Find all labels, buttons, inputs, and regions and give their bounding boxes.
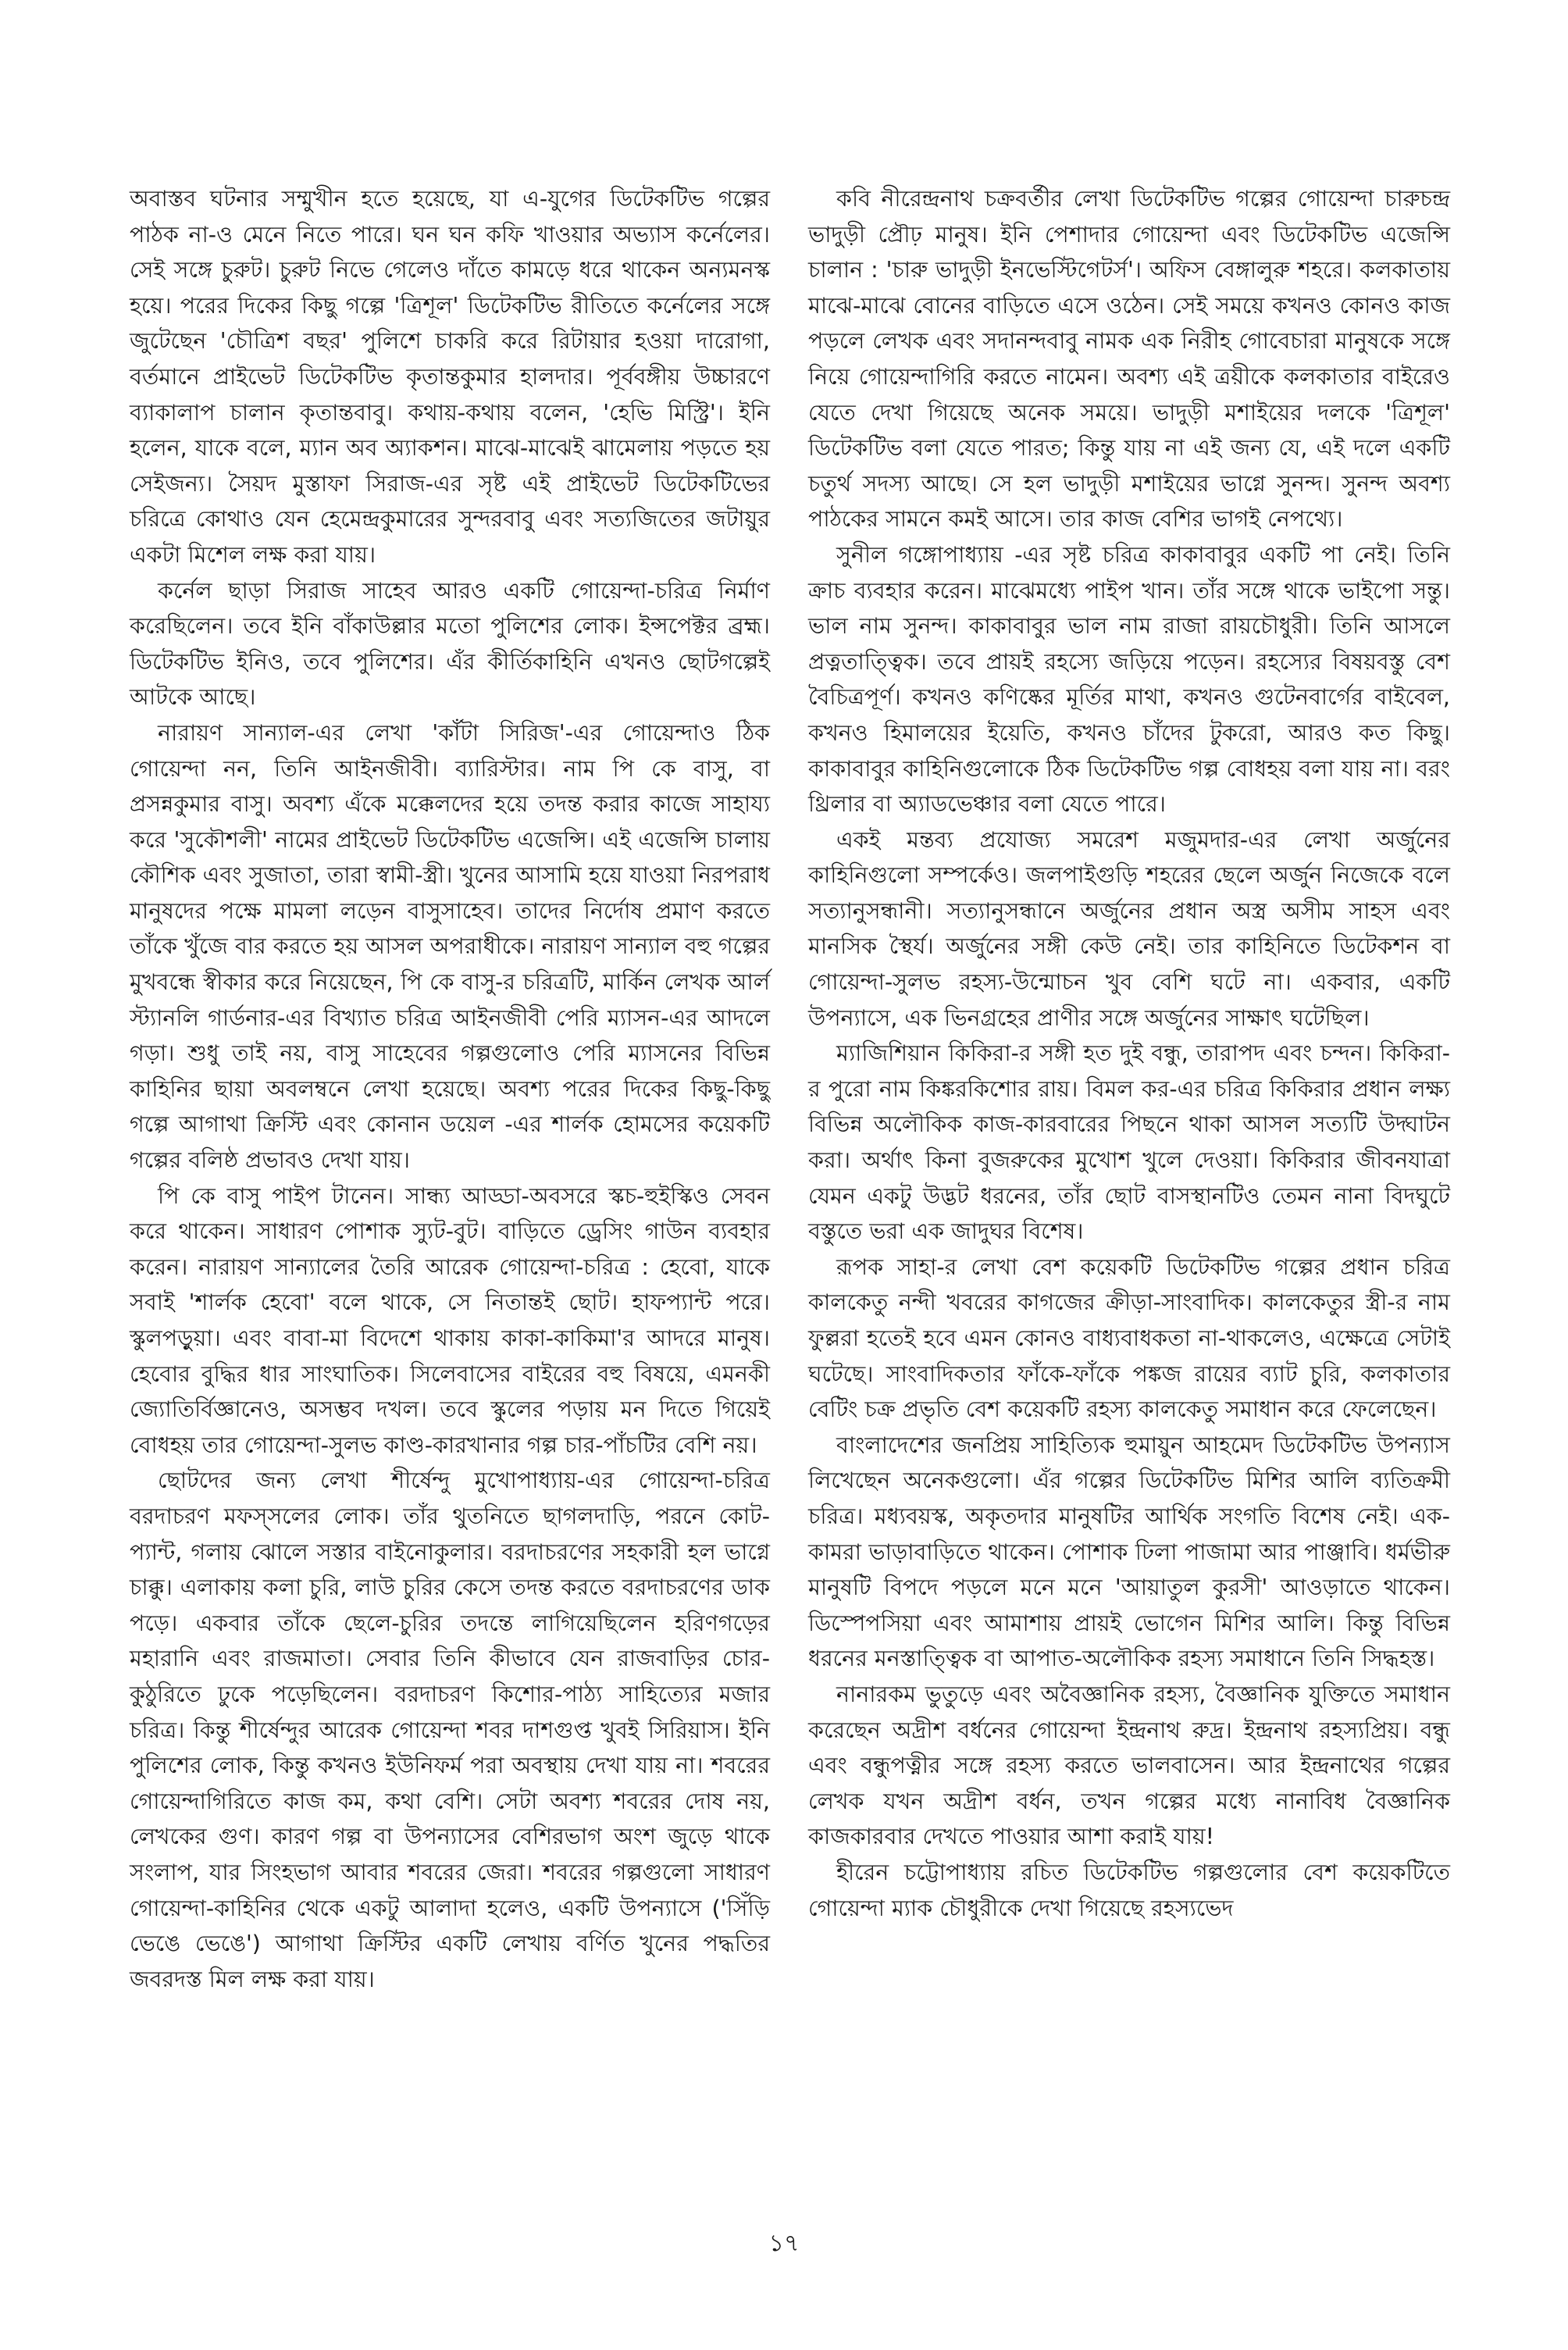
paragraph: হীরেন চট্টোপাধ্যায় রচিত ডিটেকটিভ গল্পগুলোর বেশ কয়েকটিতে গোয়েন্দা ম্যাক চৌধুরীকে দেখা গিয়েছে রহস্যভেদ [808,1859,1450,1921]
paragraph: ম্যাজিশিয়ান কিকিরা-র সঙ্গী হত দুই বন্ধু, তারাপদ এবং চন্দন। কিকিরা-র পুরো নাম কিঙ্করকিশোর রায়। বিমল কর-এর চরিত্র কিকিরার প্রধান লক্ষ্য বিভিন্ন অলৌকিক কাজ-কারবারের পিছনে থাকা আসল সত্যটি উদ্ঘাটন করা। অর্থাৎ কিনা বুজরুকের মুখোশ খুলে দেওয়া। কিকিরার জীবনযাত্রা যেমন একটু উদ্ভট ধরনের, তাঁর ছোট বাসস্থানটিও তেমন নানা বিদঘুটে বস্তুতে ভরা এক জাদুঘর বিশেষ। [808,1040,1450,1245]
paragraph: একই মন্তব্য প্রযোজ্য সমরেশ মজুমদার-এর লেখা অর্জুনের কাহিনিগুলো সম্পর্কেও। জলপাইগুড়ি শহরের ছেলে অর্জুন নিজেকে বলে সত্যানুসন্ধানী। সত্যানুসন্ধানে অর্জুনের প্রধান অস্ত্র অসীম সাহস এবং মানসিক স্থৈর্য। অর্জুনের সঙ্গী কেউ নেই। তার কাহিনিতে ডিটেকশন বা গোয়েন্দা-সুলভ রহস্য-উন্মোচন খুব বেশি ঘটে না। একবার, একটি উপন্যাসে, এক ভিনগ্রহের প্রাণীর সঙ্গে অর্জুনের সাক্ষাৎ ঘটেছিল। [808,826,1450,1031]
right-column [808,181,1450,1926]
paragraph: কবি নীরেন্দ্রনাথ চক্রবর্তীর লেখা ডিটেকটিভ গল্পের গোয়েন্দা চারুচন্দ্র ভাদুড়ী প্রৌঢ় মানুষ। ইনি পেশাদার গোয়েন্দা এবং ডিটেকটিভ এজেন্সি চালান : 'চারু ভাদুড়ী ইনভেস্টিগেটর্স'। অফিস বেঙ্গালুরু শহরে। কলকাতায় মাঝে-মাঝে বোনের বাড়িতে এসে ওঠেন। সেই সময়ে কখনও কোনও কাজ পড়লে লেখক এবং সদানন্দবাবু নামক এক নিরীহ গোবেচারা মানুষকে সঙ্গে নিয়ে গোয়েন্দাগিরি করতে নামেন। অবশ্য এই ত্রয়ীকে কলকাতার বাইরেও যেতে দেখা গিয়েছে অনেক সময়ে। ভাদুড়ী মশাইয়ের দলকে 'ত্রিশূল' ডিটেকটিভ বলা যেতে পারত; কিন্তু যায় না এই জন্য যে, এই দলে একটি চতুর্থ সদস্য আছে। সে হল ভাদুড়ী মশাইয়ের ভাগ্নে সুনন্দ। সুনন্দ অবশ্য পাঠকের সামনে কমই আসে। তার কাজ বেশির ভাগই নেপথ্যে। [808,186,1450,533]
paragraph: কর্নেল ছাড়া সিরাজ সাহেব আরও একটি গোয়েন্দা-চরিত্র নির্মাণ করেছিলেন। তবে ইনি বাঁকাউল্লার মতো পুলিশের লোক। ইন্সপেক্টর ব্রহ্ম। ডিটেকটিভ ইনিও, তবে পুলিশের। এঁর কীর্তিকাহিনি এখনও ছোটগল্পেই আটকে আছে। [130,577,770,711]
paragraph: নানারকম ভুতুড়ে এবং অবৈজ্ঞানিক রহস্য, বৈজ্ঞানিক যুক্তিতে সমাধান করেছেন অদ্রীশ বর্ধনের গোয়েন্দা ইন্দ্রনাথ রুদ্র। ইন্দ্রনাথ রহস্যপ্রিয়। বন্ধু এবং বন্ধুপত্নীর সঙ্গে রহস্য করতে ভালবাসেন। আর ইন্দ্রনাথের গল্পের লেখক যখন অদ্রীশ বর্ধন, তখন গল্পের মধ্যে নানাবিধ বৈজ্ঞানিক কাজকারবার দেখতে পাওয়ার আশা করাই যায়! [808,1681,1450,1850]
left-column [130,181,770,1997]
paragraph: অবাস্তব ঘটনার সম্মুখীন হতে হয়েছে, যা এ-যুগের ডিটেকটিভ গল্পের পাঠক না-ও মেনে নিতে পারে। ঘন ঘন কফি খাওয়ার অভ্যাস কর্নেলের। সেই সঙ্গে চুরুট। চুরুট নিভে গেলেও দাঁতে কামড়ে ধরে থাকেন অন্যমনস্ক হয়ে। পরের দিকের কিছু গল্পে 'ত্রিশূল' ডিটেকটিভ রীতিতে কর্নেলের সঙ্গে জুটেছেন 'চৌত্রিশ বছর' পুলিশে চাকরি করে রিটায়ার হওয়া দারোগা, বর্তমানে প্রাইভেট ডিটেকটিভ কৃতান্তকুমার হালদার। পূর্ববঙ্গীয় উচ্চারণে ব্যাকালাপ চালান কৃতান্তবাবু। কথায়-কথায় বলেন, 'হেভি মিস্ট্রি'। ইনি হলেন, যাকে বলে, ম্যান অব অ্যাকশন। মাঝে-মাঝেই ঝামেলায় পড়তে হয় সেইজন্য। সৈয়দ মুস্তাফা সিরাজ-এর সৃষ্ট এই প্রাইভেট ডিটেকটিভের চরিত্রে কোথাও যেন হেমেন্দ্রকুমারের সুন্দরবাবু এবং সত্যজিতের জটায়ুর একটা মিশেল লক্ষ করা যায়। [130,186,770,568]
page-number: ১৭ [768,2230,800,2257]
paragraph: ছোটদের জন্য লেখা শীর্ষেন্দু মুখোপাধ্যায়-এর গোয়েন্দা-চরিত্র বরদাচরণ মফস্সলের লোক। তাঁর থুতনিতে ছাগলদাড়ি, পরনে কোট-প্যান্ট, গলায় ঝোলে সস্তার বাইনোকুলার। বরদাচরণের সহকারী হল ভাগ্নে চাক্কু। এলাকায় কলা চুরি, লাউ চুরির কেসে তদন্ত করতে বরদাচরণের ডাক পড়ে। একবার তাঁকে ছেলে-চুরির তদন্তে লাগিয়েছিলেন হরিণগড়ের মহারানি এবং রাজমাতা। সেবার তিনি কীভাবে যেন রাজবাড়ির চোর-কুঠুরিতে ঢুকে পড়েছিলেন। বরদাচরণ কিশোর-পাঠ্য সাহিত্যের মজার চরিত্র। কিন্তু শীর্ষেন্দুর আরেক গোয়েন্দা শবর দাশগুপ্ত খুবই সিরিয়াস। ইনি পুলিশের লোক, কিন্তু কখনও ইউনিফর্ম পরা অবস্থায় দেখা যায় না। শবরের গোয়েন্দাগিরিতে কাজ কম, কথা বেশি। সেটা অবশ্য শবরের দোষ নয়, লেখকের গুণ। কারণ গল্প বা উপন্যাসের বেশিরভাগ অংশ জুড়ে থাকে সংলাপ, যার সিংহভাগ আবার শবরের জেরা। শবরের গল্পগুলো সাধারণ গোয়েন্দা-কাহিনির থেকে একটু আলাদা হলেও, একটি উপন্যাসে ('সিঁড়ি ভেঙে ভেঙে') আগাথা ক্রিস্টির একটি লেখায় বর্ণিত খুনের পদ্ধতির জবরদস্ত মিল লক্ষ করা যায়। [130,1467,770,1992]
paragraph: রূপক সাহা-র লেখা বেশ কয়েকটি ডিটেকটিভ গল্পের প্রধান চরিত্র কালকেতু নন্দী খবরের কাগজের ক্রীড়া-সাংবাদিক। কালকেতুর স্ত্রী-র নাম ফুল্লরা হতেই হবে এমন কোনও বাধ্যবাধকতা না-থাকলেও, এক্ষেত্রে সেটাই ঘটেছে। সাংবাদিকতার ফাঁকে-ফাঁকে পঙ্কজ রায়ের ব্যাট চুরি, কলকাতার বেটিং চক্র প্রভৃতি বেশ কয়েকটি রহস্য কালকেতু সমাধান করে ফেলেছেন। [808,1253,1450,1423]
paragraph: পি কে বাসু পাইপ টানেন। সান্ধ্য আড্ডা-অবসরে স্কচ-হুইস্কিও সেবন করে থাকেন। সাধারণ পোশাক স্যুট-বুট। বাড়িতে ড্রেসিং গাউন ব্যবহার করেন। নারায়ণ সান্যালের তৈরি আরেক গোয়েন্দা-চরিত্র : হেবো, যাকে সবাই 'শার্লক হেবো' বলে থাকে, সে নিতান্তই ছোট। হাফপ্যান্ট পরে। স্কুলপড়ুয়া। এবং বাবা-মা বিদেশে থাকায় কাকা-কাকিমা'র আদরে মানুষ। হেবোর বুদ্ধির ধার সাংঘাতিক। সিলেবাসের বাইরের বহু বিষয়ে, এমনকী জ্যোতির্বিজ্ঞানেও, অসম্ভব দখল। তবে স্কুলের পড়ায় মন দিতে গিয়েই বোধহয় তার গোয়েন্দা-সুলভ কাণ্ড-কারখানার গল্প চার-পাঁচটির বেশি নয়। [130,1182,770,1458]
paragraph: নারায়ণ সান্যাল-এর লেখা 'কাঁটা সিরিজ'-এর গোয়েন্দাও ঠিক গোয়েন্দা নন, তিনি আইনজীবী। ব্যারিস্টার। নাম পি কে বাসু, বা প্রসন্নকুমার বাসু। অবশ্য এঁকে মক্কেলদের হয়ে তদন্ত করার কাজে সাহায্য করে 'সুকৌশলী' নামের প্রাইভেট ডিটেকটিভ এজেন্সি। এই এজেন্সি চালায় কৌশিক এবং সুজাতা, তারা স্বামী-স্ত্রী। খুনের আসামি হয়ে যাওয়া নিরপরাধ মানুষদের পক্ষে মামলা লড়েন বাসুসাহেব। তাদের নির্দোষ প্রমাণ করতে তাঁকে খুঁজে বার করতে হয় আসল অপরাধীকে। নারায়ণ সান্যাল বহু গল্পের মুখবন্ধে স্বীকার করে নিয়েছেন, পি কে বাসু-র চরিত্রটি, মার্কিন লেখক আর্ল স্ট্যানলি গার্ডনার-এর বিখ্যাত চরিত্র আইনজীবী পেরি ম্যাসন-এর আদলে গড়া। শুধু তাই নয়, বাসু সাহেবের গল্পগুলোও পেরি ম্যাসনের বিভিন্ন কাহিনির ছায়া অবলম্বনে লেখা হয়েছে। অবশ্য পরের দিকের কিছু-কিছু গল্পে আগাথা ক্রিস্টি এবং কোনান ডয়েল -এর শার্লক হোমসের কয়েকটি গল্পের বলিষ্ঠ প্রভাবও দেখা যায়। [130,719,770,1174]
paragraph: বাংলাদেশের জনপ্রিয় সাহিত্যিক হুমায়ুন আহমেদ ডিটেকটিভ উপন্যাস লিখেছেন অনেকগুলো। এঁর গল্পের ডিটেকটিভ মিশির আলি ব্যতিক্রমী চরিত্র। মধ্যবয়স্ক, অকৃতদার মানুষটির আর্থিক সংগতি বিশেষ নেই। এক-কামরা ভাড়াবাড়িতে থাকেন। পোশাক ঢিলা পাজামা আর পাঞ্জাবি। ধর্মভীরু মানুষটি বিপদে পড়লে মনে মনে 'আয়াতুল কুরসী' আওড়াতে থাকেন। ডিস্পেপসিয়া এবং আমাশায় প্রায়ই ভোগেন মিশির আলি। কিন্তু বিভিন্ন ধরনের মনস্তাত্ত্বিক বা আপাত-অলৌকিক রহস্য সমাধানে তিনি সিদ্ধহস্ত। [808,1432,1450,1672]
paragraph: সুনীল গঙ্গোপাধ্যায় -এর সৃষ্ট চরিত্র কাকাবাবুর একটি পা নেই। তিনি ক্রাচ ব্যবহার করেন। মাঝেমধ্যে পাইপ খান। তাঁর সঙ্গে থাকে ভাইপো সন্তু। ভাল নাম সুনন্দ। কাকাবাবুর ভাল নাম রাজা রায়চৌধুরী। তিনি আসলে প্রত্নতাত্ত্বিক। তবে প্রায়ই রহস্যে জড়িয়ে পড়েন। রহস্যের বিষয়বস্তু বেশ বৈচিত্রপূর্ণ। কখনও কণিষ্কের মূর্তির মাথা, কখনও গুটেনবার্গের বাইবেল, কখনও হিমালয়ের ইয়েতি, কখনও চাঁদের টুকরো, আরও কত কিছু। কাকাবাবুর কাহিনিগুলোকে ঠিক ডিটেকটিভ গল্প বোধহয় বলা যায় না। বরং থ্রিলার বা অ্যাডভেঞ্চার বলা যেতে পারে। [808,541,1450,818]
